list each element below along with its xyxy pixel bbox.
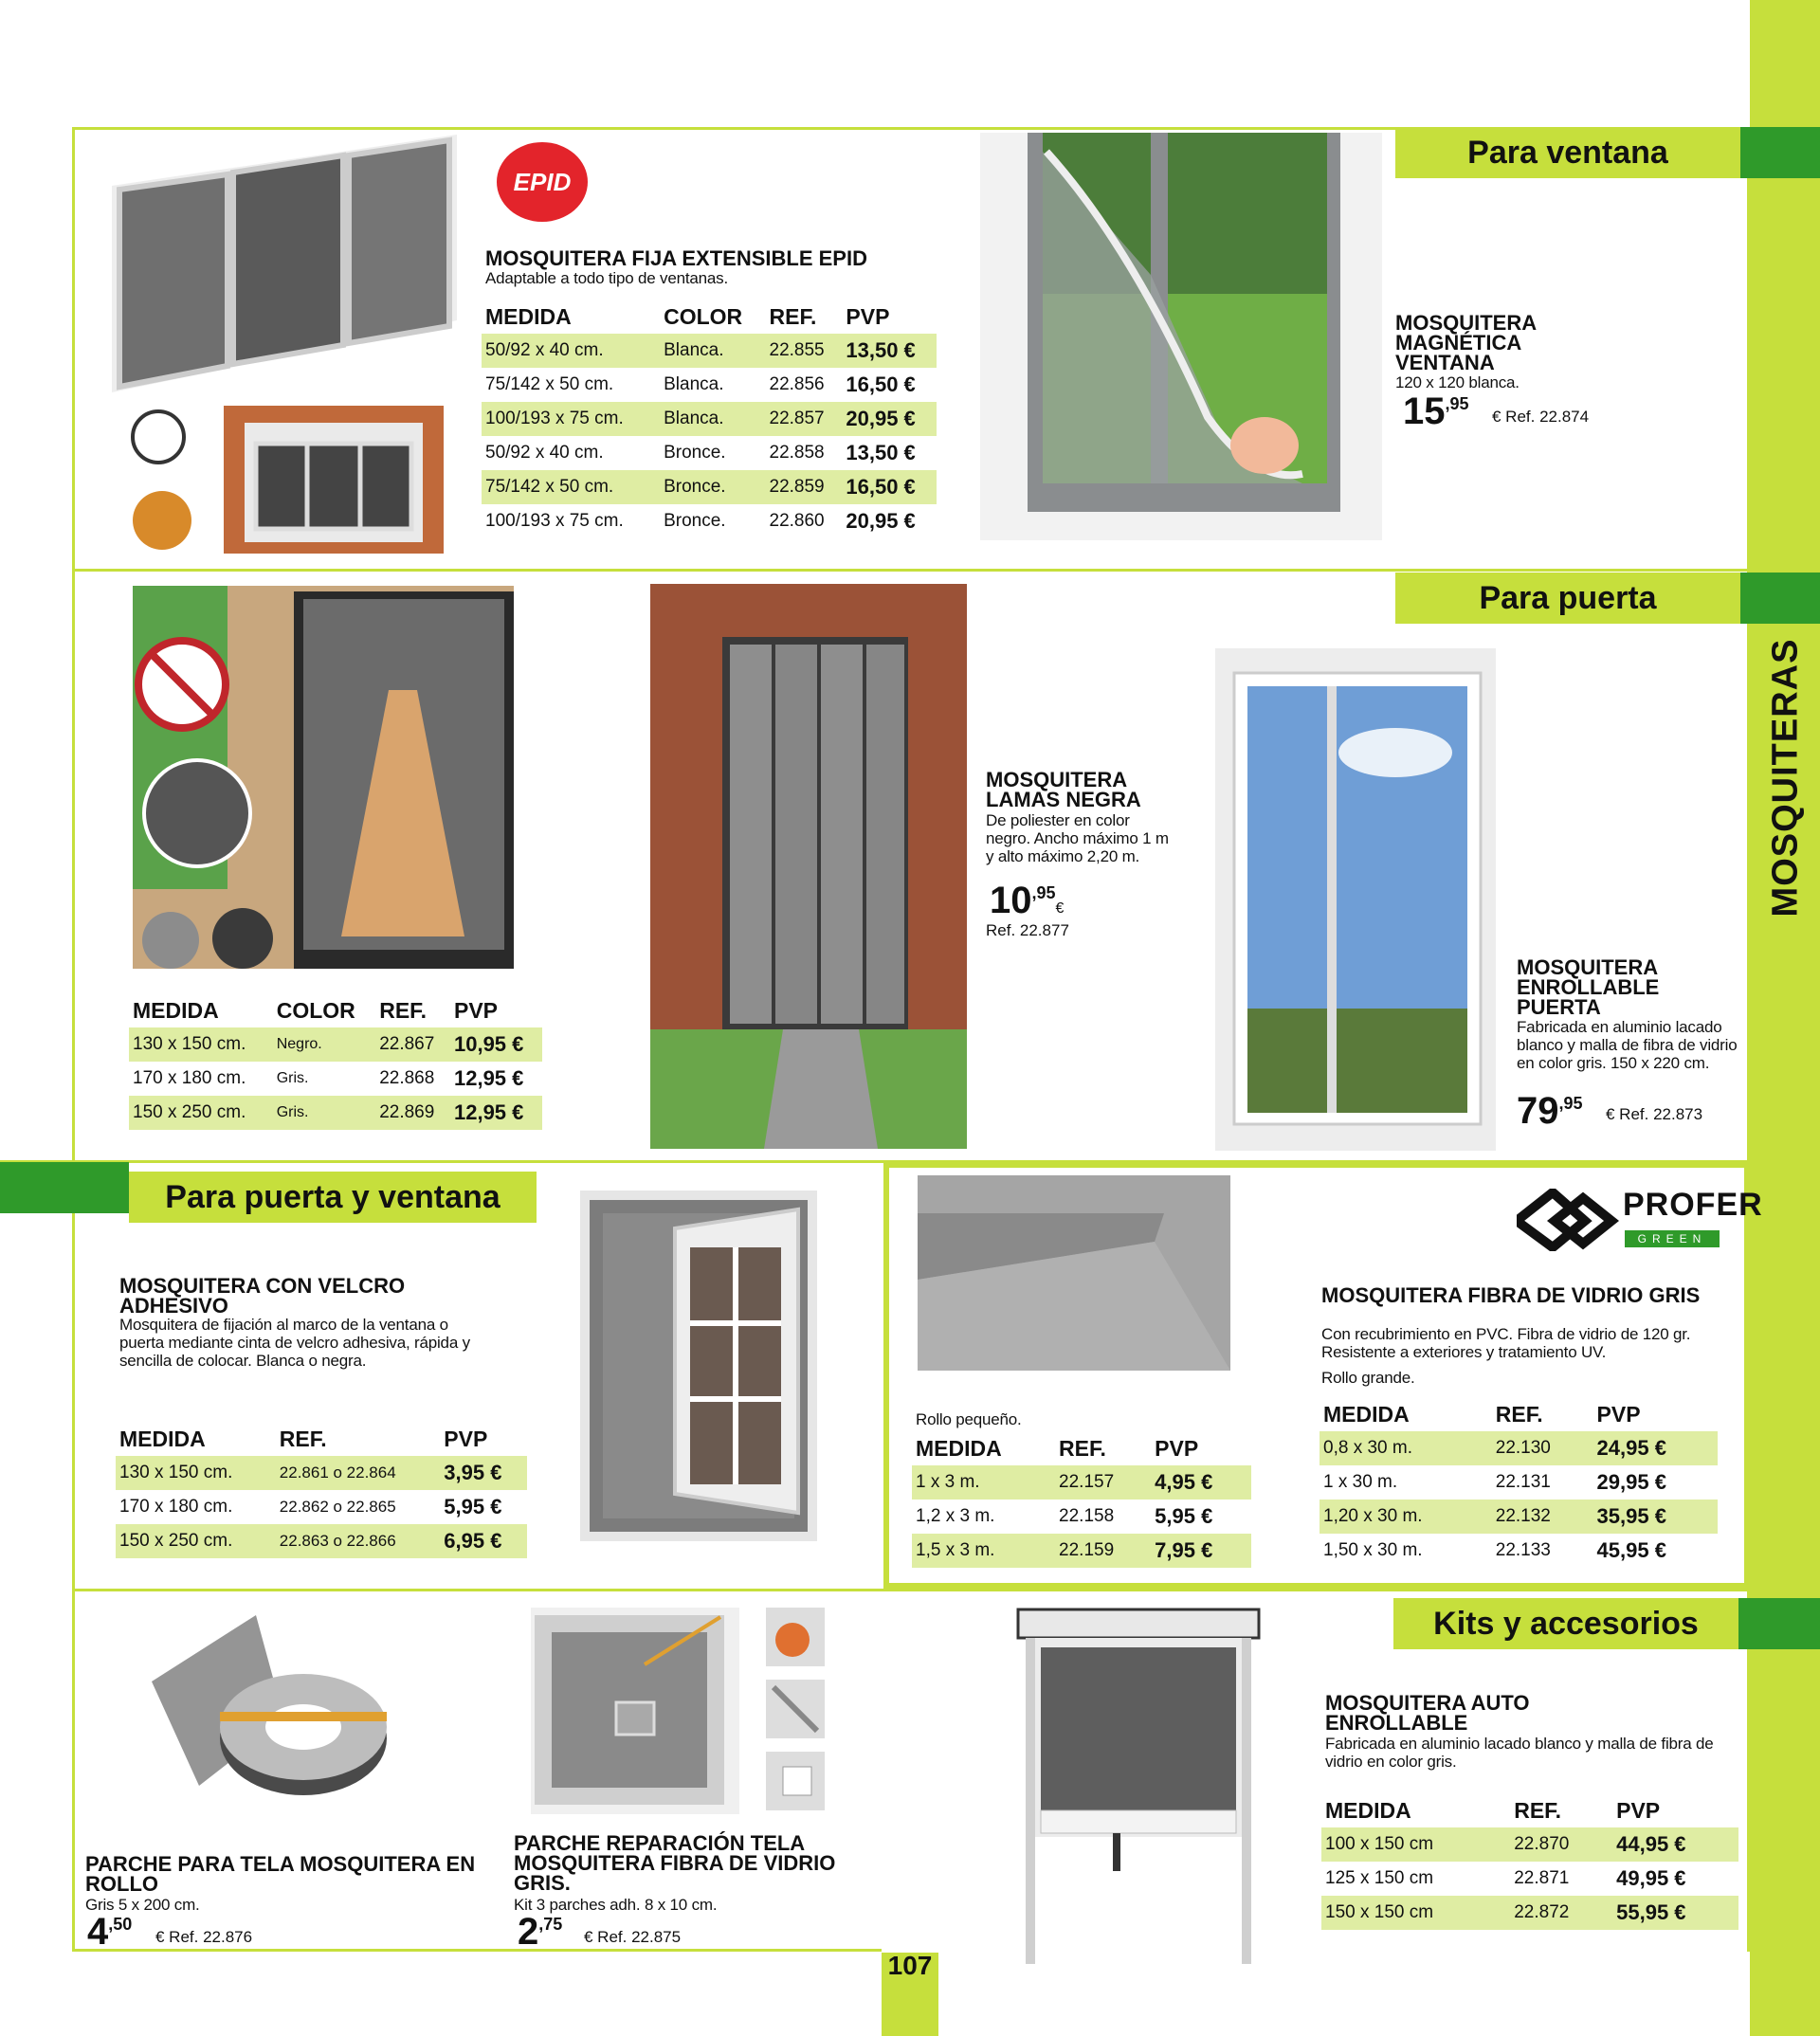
large-roll-label: Rollo grande. [1321,1369,1415,1387]
table-row: 100 x 150 cm 22.870 44,95 € [1321,1827,1738,1862]
table-row: 1,5 x 3 m. 22.159 7,95 € [912,1534,1251,1568]
col-header: PVP [453,997,499,1023]
price-table-curtain [129,993,542,1130]
epid-logo: EPID [497,142,588,222]
frame-divider-3 [72,1589,1750,1591]
banner-accent [1740,127,1820,178]
profer-logo [1517,1185,1763,1259]
col-header: COLOR [664,303,743,329]
frame-bottom [72,1949,882,1952]
product-image-patch-roll [142,1606,398,1843]
table-row: 130 x 150 cm. Negro. 22.867 10,95 € [129,1027,542,1062]
price-table-extensible [482,300,937,538]
table-row: 1 x 30 m. 22.131 29,95 € [1323,1470,1666,1494]
product-image-extensible [112,131,457,396]
col-header: MEDIDA [119,1426,206,1451]
table-row: 1 x 3 m. 22.157 4,95 € [912,1465,1251,1500]
small-roll-label: Rollo pequeño. [916,1410,1022,1428]
product-ref: € Ref. 22.873 [1606,1105,1703,1123]
table-row: 170 x 180 cm. Gris. 22.868 12,95 € [133,1066,524,1090]
col-header: PVP [1155,1435,1199,1461]
product-ref: Ref. 22.877 [986,921,1069,939]
price-table-velcro [116,1422,527,1558]
product-image-curtain [133,586,514,969]
table-row: 75/142 x 50 cm. Blanca. 22.856 16,50 € [485,373,916,396]
product-image-patch-kit [531,1608,739,1814]
product-desc: Con recubrimiento en PVC. Fibra de vidrio de 120 gr. Resistente a exteriores y tratamiento UV. [1321,1325,1691,1361]
product-desc: Mosquitera de fijación al marco de la ventana o puerta mediante cinta de velcro adhesiva, rápida y sencilla de colocar. Blanca o negra. [119,1316,470,1370]
category-label: MOSQUITERAS [1765,638,1806,917]
product-title: MOSQUITERA FIJA EXTENSIBLE EPID [485,246,867,270]
product-image-fiberglass [918,1175,1230,1371]
color-swatch-white [131,409,186,464]
product-title: MOSQUITERA MAGNÉTICA VENTANA [1395,311,1537,374]
product-title: MOSQUITERA CON VELCRO ADHESIVO [119,1274,406,1318]
product-desc: Gris 5 x 200 cm. [85,1896,200,1914]
frame-left [72,127,75,1952]
table-row: 125 x 150 cm 22.871 49,95 € [1325,1866,1686,1890]
color-swatch-black [212,908,273,969]
product-price: $79^{,95}$ [1517,1090,1583,1132]
table-row: 1,20 x 30 m. 22.132 35,95 € [1320,1500,1718,1534]
section-banner-puerta: Para puerta [1395,573,1740,624]
table-row: 75/142 x 50 cm. Bronce. 22.859 16,50 € [482,470,937,504]
banner-accent [1738,1598,1820,1649]
product-image-enrollable-door [1215,648,1496,1151]
table-row: 150 x 150 cm 22.872 55,95 € [1321,1896,1738,1930]
table-row: 50/92 x 40 cm. Bronce. 22.858 13,50 € [485,441,916,464]
col-header: MEDIDA [133,997,219,1023]
col-header: MEDIDA [916,1435,1002,1461]
price-table-auto-roll [1321,1793,1738,1930]
product-image-magnetic [980,133,1382,540]
product-ref: € Ref. 22.874 [1492,408,1590,426]
table-row: 50/92 x 40 cm. Blanca. 22.855 13,50 € [482,334,937,368]
table-row: 1,50 x 30 m. 22.133 45,95 € [1323,1538,1666,1562]
frame-right [1747,127,1750,1952]
table-row: 150 x 250 cm. Gris. 22.869 12,95 € [129,1096,542,1130]
col-header: MEDIDA [1323,1401,1410,1427]
col-header: REF. [1059,1435,1106,1461]
product-image-window-install [224,406,444,554]
col-header: REF. [1514,1797,1562,1823]
col-header: REF. [1495,1401,1543,1427]
product-price: $2^{,75}$ [518,1911,563,1953]
product-desc: Kit 3 parches adh. 8 x 10 cm. [514,1896,718,1914]
col-header: COLOR [276,997,355,1023]
product-image-auto-roll [1005,1606,1270,1970]
col-header: REF. [279,1426,327,1451]
col-header: PVP [444,1426,488,1451]
color-swatch-grey [142,912,199,969]
section-banner-puerta-ventana: Para puerta y ventana [129,1172,537,1223]
section-banner-ventana: Para ventana [1395,127,1740,178]
table-row: 100/193 x 75 cm. Blanca. 22.857 20,95 € [482,402,937,436]
product-desc: Fabricada en aluminio lacado blanco y malla de fibra de vidrio en color gris. [1325,1735,1714,1771]
table-row: 0,8 x 30 m. 22.130 24,95 € [1320,1431,1718,1465]
page-number: 107 [887,1951,933,1980]
col-header: PVP [1616,1797,1661,1823]
product-desc: De poliester en color negro. Ancho máximo 1 m y alto máximo 2,20 m. [986,811,1169,865]
product-price: $10^{,95}€$ [990,880,1065,921]
table-row: 150 x 250 cm. 22.863 o 22.866 6,95 € [116,1524,527,1558]
color-swatch-bronze [133,491,191,550]
banner-accent [0,1162,129,1213]
product-title: PARCHE REPARACIÓN TELA MOSQUITERA FIBRA DE VIDRIO GRIS. [514,1831,836,1895]
product-price: $15^{,95}$ [1403,391,1469,432]
product-image-lamas [650,584,967,1149]
product-title: MOSQUITERA FIBRA DE VIDRIO GRIS [1321,1283,1701,1307]
section-banner-kits: Kits y accesorios [1393,1598,1738,1649]
product-desc: 120 x 120 blanca. [1395,373,1520,391]
col-header: REF. [379,997,428,1023]
product-desc: Fabricada en aluminio lacado blanco y malla de fibra de vidrio en color gris. 150 x 220 cm. [1517,1018,1738,1072]
col-header: PVP [846,303,890,329]
product-ref: € Ref. 22.876 [155,1928,253,1946]
col-header: MEDIDA [485,303,572,329]
product-title: MOSQUITERA AUTO ENROLLABLE [1325,1691,1530,1735]
frame-divider-1 [72,569,1750,572]
product-desc: Adaptable a todo tipo de ventanas. [485,269,728,287]
table-row: 170 x 180 cm. 22.862 o 22.865 5,95 € [119,1495,502,1518]
profer-name: PROFER [1623,1187,1763,1223]
table-row: 100/193 x 75 cm. Bronce. 22.860 20,95 € [485,509,916,533]
right-accent-stripe [1750,0,1820,2036]
product-image-velcro [580,1191,817,1541]
profer-sub: GREEN [1625,1230,1720,1247]
patch-steps-images [764,1608,827,1812]
product-title: PARCHE PARA TELA MOSQUITERA EN ROLLO [85,1852,476,1896]
table-row: 130 x 150 cm. 22.861 o 22.864 3,95 € [116,1456,527,1490]
table-row: 1,2 x 3 m. 22.158 5,95 € [916,1504,1213,1528]
price-table-small-roll [912,1431,1251,1568]
product-title: MOSQUITERA LAMAS NEGRA [986,768,1141,811]
col-header: MEDIDA [1325,1797,1411,1823]
product-ref: € Ref. 22.875 [584,1928,682,1946]
price-table-large-roll [1320,1397,1718,1568]
col-header: REF. [769,303,817,329]
product-title: MOSQUITERA ENROLLABLE PUERTA [1517,955,1660,1019]
col-header: PVP [1596,1401,1641,1427]
product-price: $4^{,50}$ [87,1911,133,1953]
